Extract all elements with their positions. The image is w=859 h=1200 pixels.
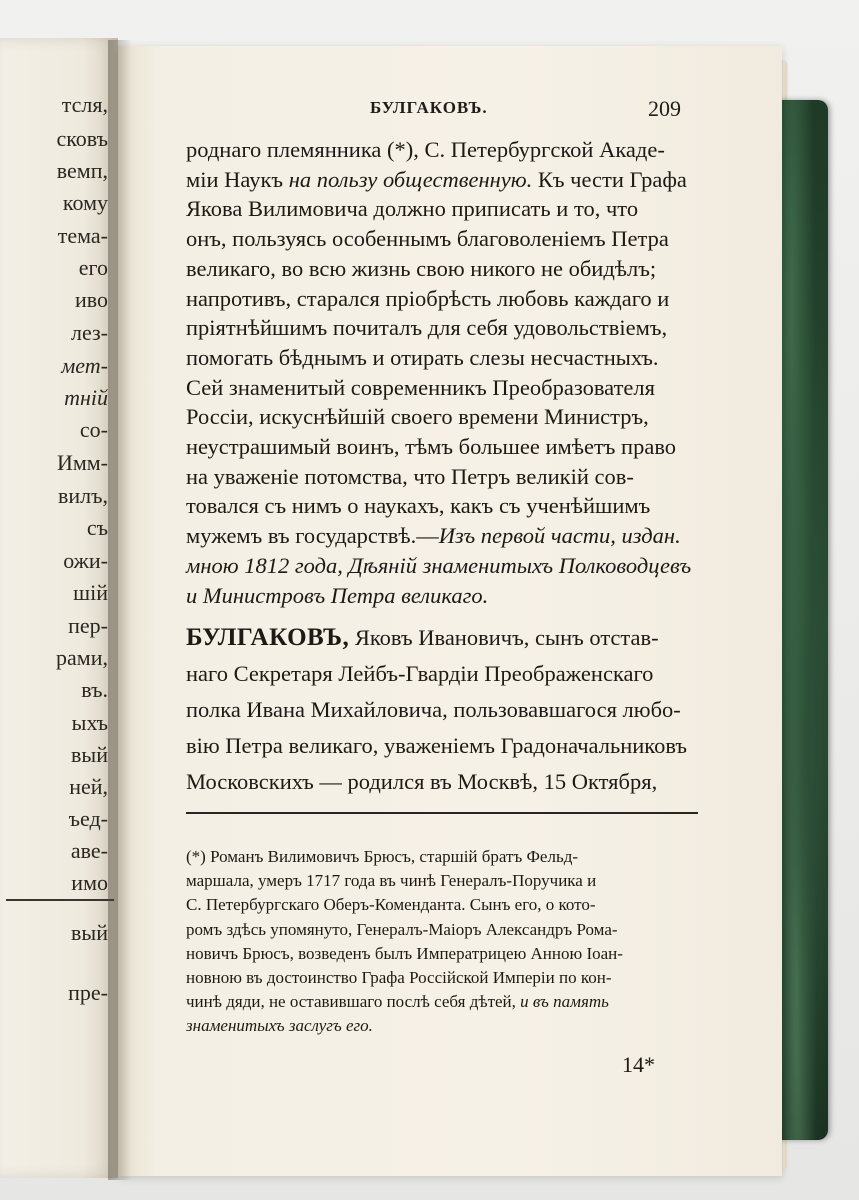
body-line bbox=[186, 195, 696, 223]
body-line bbox=[186, 552, 696, 580]
left-page-fragment: ней, bbox=[69, 774, 108, 799]
body-line-segment: Якова Вилимовича должно приписать и то, что bbox=[186, 196, 639, 222]
running-head: БУЛГАКОВЪ. bbox=[370, 98, 488, 117]
footnote-line-segment: ромъ здѣсь упомянуто, Генералъ-Маіоръ Александръ Рома- bbox=[186, 919, 618, 939]
footnote-line-segment: (*) Романъ Вилимовичъ Брюсъ, старшій братъ Фельд- bbox=[186, 847, 579, 866]
body-line bbox=[186, 660, 696, 688]
body-line-segment: БУЛГАКОВЪ, bbox=[186, 624, 350, 651]
left-page bbox=[0, 38, 118, 1178]
footnote-line bbox=[186, 870, 698, 892]
footnote-line bbox=[186, 919, 698, 941]
left-page-fragment: вемп, bbox=[56, 158, 108, 183]
body-line-segment: на пользу общественную. bbox=[288, 166, 533, 192]
left-page-fragment: имо bbox=[71, 870, 108, 895]
body-line-segment: Московскихъ — родился въ Москвѣ, 15 Октября, bbox=[186, 769, 658, 794]
body-line-segment: Россіи, искуснѣйшій своего времени Министръ, bbox=[186, 404, 649, 430]
body-line bbox=[186, 255, 696, 283]
footnote-line-segment: знаменитыхъ заслугъ его. bbox=[186, 1016, 373, 1036]
left-page-fragment: ыхъ bbox=[71, 710, 108, 735]
body-line-segment: міи Наукъ bbox=[186, 166, 289, 192]
footnote-line bbox=[186, 943, 698, 965]
footnote-line bbox=[186, 894, 698, 916]
footnote-line bbox=[186, 846, 698, 868]
footnote-line-segment: С. Петербургскаго Оберъ-Коменданта. Сынъ его, о кото- bbox=[186, 895, 596, 915]
body-line-segment: мужемъ въ государствѣ.— bbox=[186, 523, 439, 549]
left-page-fragment: ожи- bbox=[63, 548, 108, 573]
left-page-fragment: рами, bbox=[56, 645, 108, 670]
body-line bbox=[186, 696, 696, 724]
footnote-line-segment: чинѣ дяди, не оставившаго послѣ себя дѣтей, bbox=[186, 992, 521, 1012]
body-line bbox=[186, 732, 696, 760]
left-page-fragment: лез- bbox=[70, 320, 108, 345]
book-cover-spine bbox=[776, 100, 828, 1140]
footnote-line bbox=[186, 1015, 698, 1037]
body-line-segment: полка Ивана Михайловича, пользовавшагося любо- bbox=[186, 697, 681, 722]
body-line-segment: Изъ первой части, издан. bbox=[438, 523, 681, 549]
body-line-segment: напротивъ, старался пріобрѣсть любовь каждаго и bbox=[186, 285, 670, 311]
body-line-segment: мною 1812 года, Дѣяній знаменитыхъ Полководцевъ bbox=[186, 552, 692, 578]
body-line bbox=[186, 582, 696, 610]
footnote-line bbox=[186, 967, 698, 989]
left-page-fragment: шій bbox=[73, 580, 108, 605]
body-line bbox=[186, 492, 696, 520]
left-page-fragment: иво bbox=[74, 287, 108, 312]
body-line-segment: наго Секретаря Лейбъ-Гвардіи Преображенскаго bbox=[186, 661, 654, 686]
body-line bbox=[186, 285, 696, 313]
body-line bbox=[186, 136, 696, 164]
body-line-segment: Яковъ Ивановичъ, сынъ отстав- bbox=[349, 625, 659, 650]
body-line-segment: роднаго племянника (*), С. Петербургской Акаде- bbox=[186, 137, 665, 162]
footnote-line-segment: маршала, умеръ 1717 года въ чинѣ Генералъ-Поручика и bbox=[186, 871, 597, 891]
footnote-line-segment: и въ память bbox=[520, 992, 609, 1012]
binding-gutter bbox=[108, 40, 132, 1180]
body-line bbox=[186, 522, 696, 550]
left-page-fragment: тсля, bbox=[61, 92, 108, 117]
body-line bbox=[186, 344, 696, 372]
footnote-rule bbox=[186, 812, 698, 814]
footnote-line-segment: новною въ достоинство Графа Россійской Имперіи по кон- bbox=[186, 968, 612, 987]
body-line-segment: на уваженіе потомства, что Петръ великій сов- bbox=[186, 463, 634, 489]
left-page-footnote-rule bbox=[6, 899, 114, 901]
footnote-line-segment: новичъ Брюсъ, возведенъ былъ Императрицею Анною Іоан- bbox=[186, 943, 623, 963]
body-line-segment: великаго, во всю жизнь свою никого не обидѣлъ; bbox=[186, 255, 657, 281]
body-line bbox=[186, 225, 696, 253]
left-page-fragment: кому bbox=[62, 190, 108, 215]
left-page-fragment: тема- bbox=[57, 223, 108, 248]
left-page-fragment: вый bbox=[71, 920, 108, 945]
left-page-fragment: вилъ, bbox=[57, 483, 108, 508]
body-line bbox=[186, 463, 696, 491]
body-line bbox=[186, 624, 696, 652]
left-page-fragment: сковъ bbox=[56, 126, 108, 151]
left-page-fragment: въ. bbox=[81, 677, 108, 702]
body-line-segment: онъ, пользуясь особеннымъ благоволеніемъ Петра bbox=[186, 226, 669, 252]
left-page-fragment: тній bbox=[64, 385, 108, 410]
left-page-fragment: аве- bbox=[70, 838, 108, 863]
left-page-fragment: ъед- bbox=[68, 806, 108, 831]
body-line bbox=[186, 166, 696, 194]
left-page-fragment: его bbox=[78, 255, 108, 280]
left-page-fragment: пер- bbox=[68, 613, 108, 638]
body-line-segment: Къ чести Графа bbox=[532, 166, 687, 192]
signature-mark: 14* bbox=[622, 1052, 655, 1077]
footnote-line bbox=[186, 991, 698, 1013]
left-page-fragment: со- bbox=[79, 417, 108, 442]
body-line-segment: вію Петра великаго, уваженіемъ Градоначальниковъ bbox=[186, 733, 688, 758]
page-number: 209 bbox=[648, 96, 681, 121]
left-page-fragment: Имм- bbox=[56, 450, 108, 475]
body-line-segment: помогать бѣднымъ и отирать слезы несчастныхъ. bbox=[186, 344, 659, 370]
body-line bbox=[186, 403, 696, 431]
body-line-segment: неустрашимый воинъ, тѣмъ большее имѣетъ право bbox=[186, 434, 677, 459]
body-line-segment: товался съ нимъ о наукахъ, какъ съ ученѣйшимъ bbox=[186, 493, 651, 519]
left-page-fragment: мет- bbox=[61, 353, 108, 378]
left-page-fragment: вый bbox=[71, 742, 108, 767]
body-line-segment: пріятнѣйшимъ почиталъ для себя удовольствіемъ, bbox=[186, 315, 668, 341]
body-line bbox=[186, 314, 696, 342]
left-page-fragment: пре- bbox=[68, 980, 108, 1005]
body-line bbox=[186, 768, 696, 796]
left-page-fragment: съ bbox=[86, 515, 108, 540]
body-line bbox=[186, 374, 696, 402]
body-line-segment: и Министровъ Петра великаго. bbox=[186, 582, 489, 608]
body-line bbox=[186, 433, 696, 461]
body-line-segment: Сей знаменитый современникъ Преобразователя bbox=[186, 374, 655, 400]
